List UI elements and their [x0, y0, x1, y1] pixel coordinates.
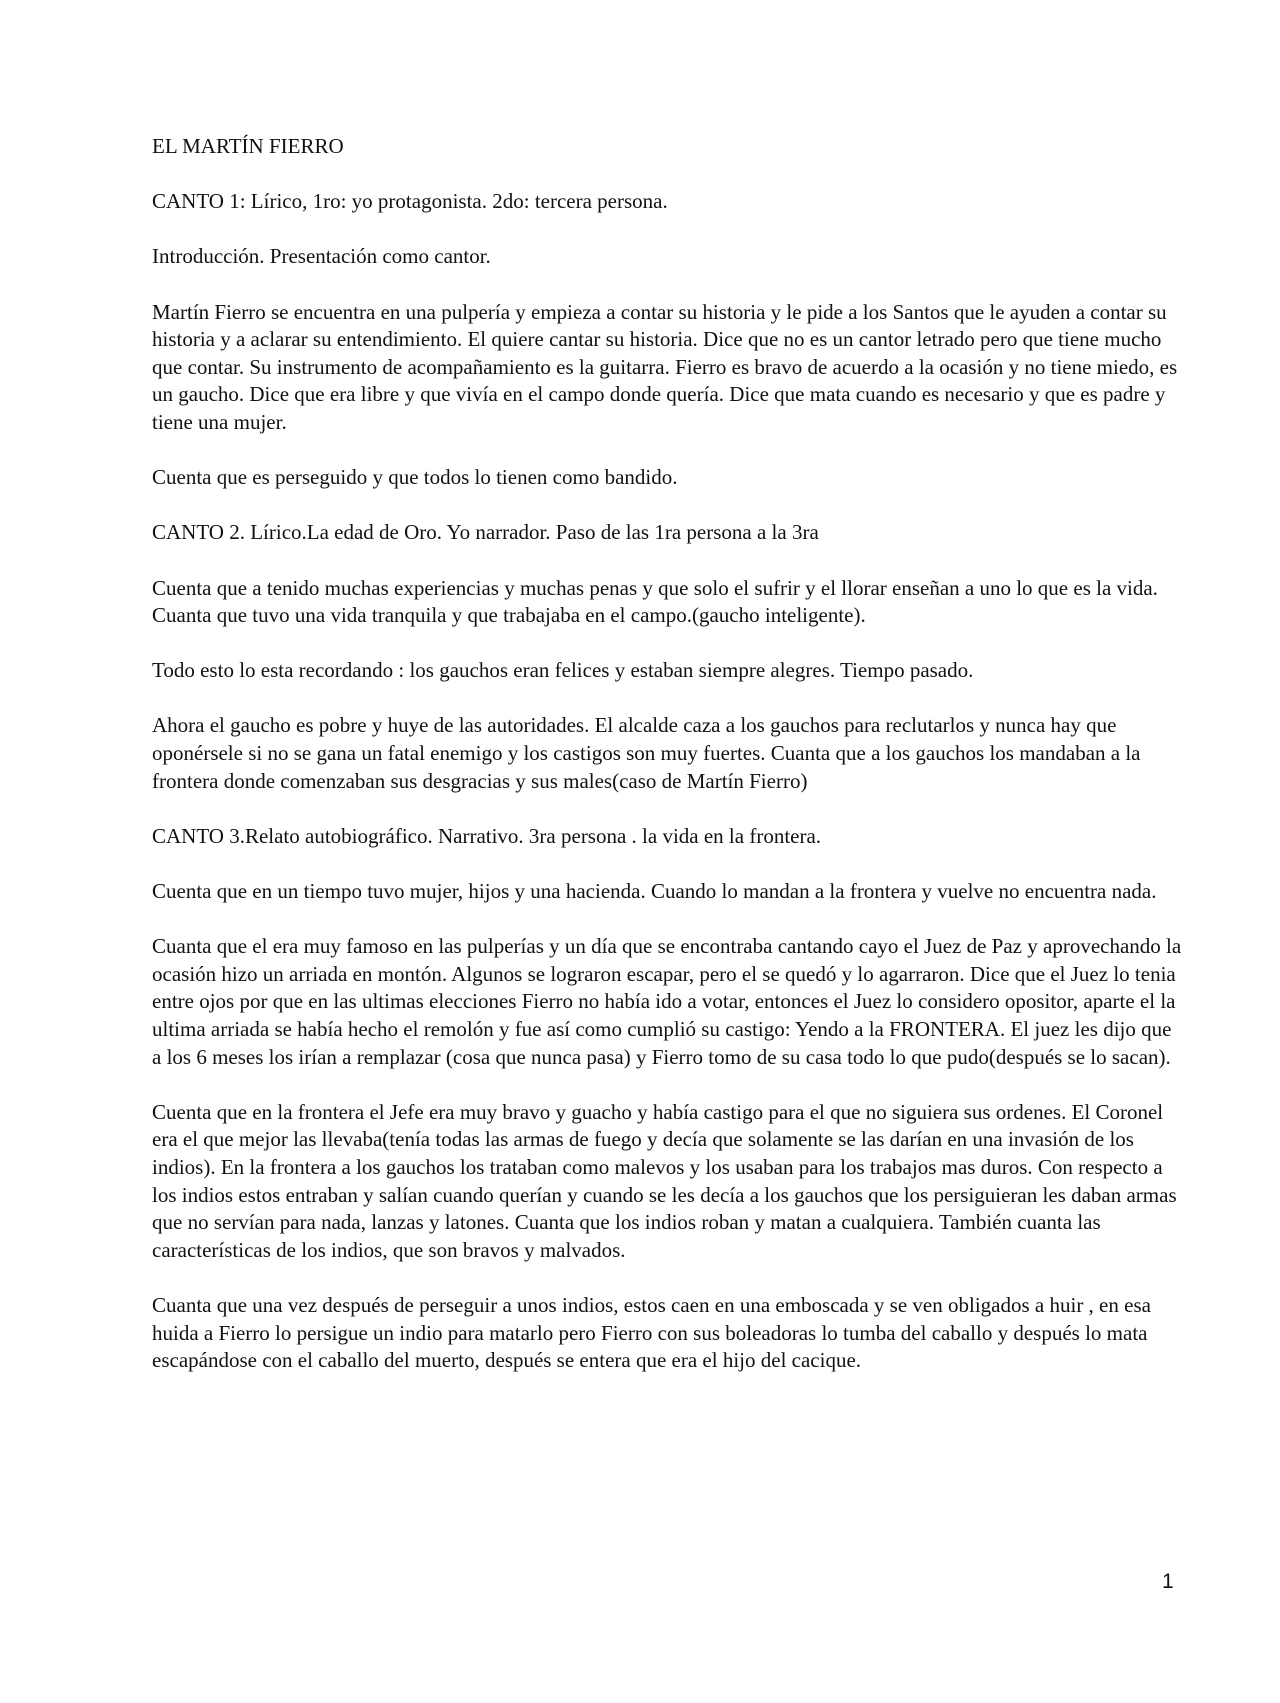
- document-title: EL MARTÍN FIERRO: [152, 134, 344, 158]
- paragraph-emboscada: Cuanta que una vez después de perseguir a unos indios, estos caen en una emboscada y se ven obligados a huir , en esa huida a Fierro lo persigue un indio para matarlo pero Fierro con sus boleadoras lo tumba del caballo y después lo mata escapándose con el caballo del muerto, después se entera que era el hijo del cacique.: [152, 1292, 1151, 1373]
- paragraph-experiencias: Cuenta que a tenido muchas experiencias y muchas penas y que solo el sufrir y el llorar enseñan a uno lo que es la vida. Cuanta que tuvo una vida tranquila y que trabajaba en el campo.(gaucho inteligente).: [152, 575, 1158, 628]
- paragraph-gaucho-pobre: Ahora el gaucho es pobre y huye de las autoridades. El alcalde caza a los gauchos para reclutarlos y nunca hay que oponérsele si no se gana un fatal enemigo y los castigos son muy fuertes. Cuanta que a los gauchos los mandaban a la frontera donde comenzaban sus desgracias y sus males(caso de Martín Fierro): [152, 713, 1141, 793]
- paragraph-juez-de-paz: Cuanta que el era muy famoso en las pulperías y un día que se encontraba cantando cayo el Juez de Paz y aprovechando la ocasión hizo un arriada en montón. Algunos se lograron escapar, pero el se quedó y lo agarraron. Dice que el Juez lo tenia entre ojos por que en las ultimas elecciones Fierro no había ido a votar, entonces el Juez lo considero opositor, aparte el la ultima arriada se había hecho el remolón y fue así como cumplió su castigo: Yendo a la FRONTERA. El juez les dijo que a los 6 meses los irían a remplazar (cosa que nunca pasa) y Fierro tomo de su casa todo lo que pudo(después se lo sacan).: [152, 934, 1182, 1069]
- paragraph-introduccion: Introducción. Presentación como cantor.: [152, 244, 491, 269]
- paragraph-pulperia: Martín Fierro se encuentra en una pulpería y empieza a contar su historia y le pide a los Santos que le ayuden a contar su historia y a aclarar su entendimiento. El quiere cantar su historia. Dice que no es un cantor letrado pero que tiene mucho que contar. Su instrumento de acompañamiento es la guitarra. Fierro es bravo de acuerdo a la ocasión y no tiene miedo, es un gaucho. Dice que era libre y que vivía en el campo donde quería. Dice que mata cuando es necesario y que es padre y tiene una mujer.: [152, 299, 1178, 434]
- document-body: [152, 133, 1182, 1402]
- paragraph-canto-1-heading: CANTO 1: Lírico, 1ro: yo protagonista. 2do: tercera persona.: [152, 189, 668, 214]
- paragraph-canto-3-heading: CANTO 3.Relato autobiográfico. Narrativo. 3ra persona . la vida en la frontera.: [152, 823, 822, 848]
- page-number: 1: [1162, 1570, 1174, 1593]
- paragraph-perseguido: Cuenta que es perseguido y que todos lo tienen como bandido.: [152, 465, 678, 490]
- paragraph-mujer-hijos: Cuenta que en un tiempo tuvo mujer, hijos y una hacienda. Cuando lo mandan a la frontera y vuelve no encuentra nada.: [152, 879, 1157, 904]
- paragraph-recordando: Todo esto lo esta recordando : los gauchos eran felices y estaban siempre alegres. Tiempo pasado.: [152, 658, 974, 683]
- paragraph-canto-2-heading: CANTO 2. Lírico.La edad de Oro. Yo narrador. Paso de las 1ra persona a la 3ra: [152, 520, 819, 545]
- paragraph-frontera-jefe: Cuenta que en la frontera el Jefe era muy bravo y guacho y había castigo para el que no siguiera sus ordenes. El Coronel era el que mejor las llevaba(tenía todas las armas de fuego y decía que solamente se las darían en una invasión de los indios). En la frontera a los gauchos los trataban como malevos y los usaban para los trabajos mas duros. Con respecto a los indios estos entraban y salían cuando querían y cuando se les decía a los gauchos que los persiguieran les daban armas que no servían para nada, lanzas y latones. Cuanta que los indios roban y matan a cualquiera. También cuanta las características de los indios, que son bravos y malvados.: [152, 1099, 1177, 1262]
